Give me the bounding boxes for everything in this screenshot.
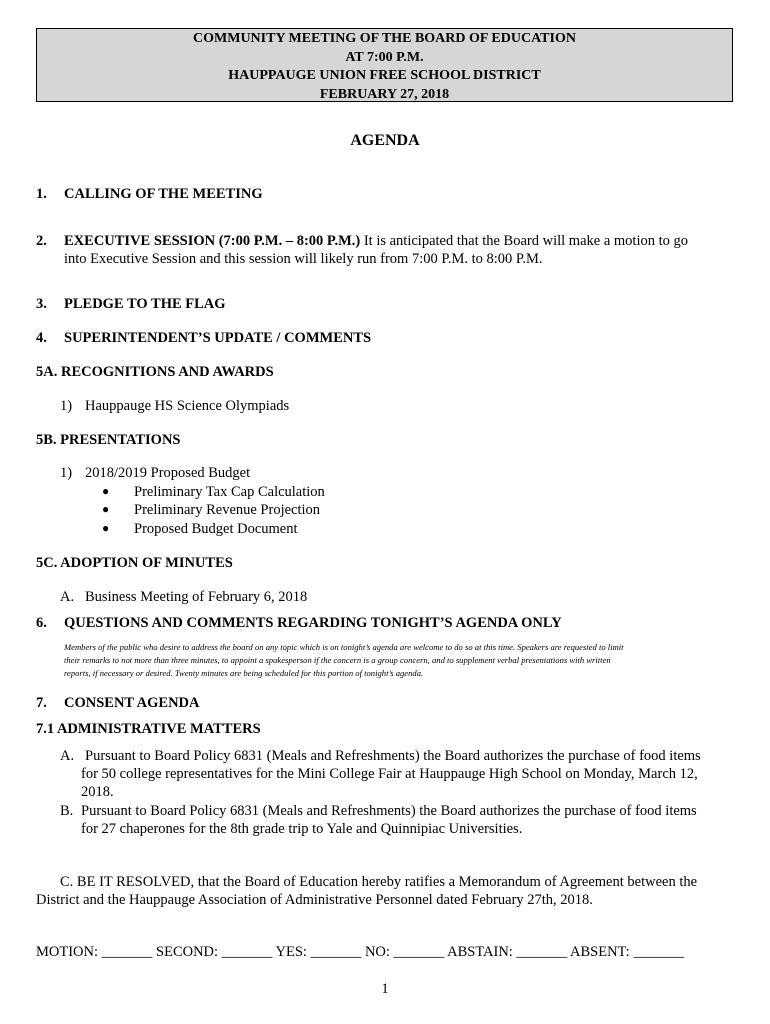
item-5b-sub-number: 1): [60, 465, 73, 481]
bullet-icon: ●: [102, 521, 110, 535]
item-2-line-1: [64, 233, 688, 250]
item-5b-sub-text: 2018/2019 Proposed Budget: [85, 465, 251, 481]
item-5a-sub-number: 1): [60, 398, 73, 414]
header-line-2: AT 7:00 P.M.: [345, 49, 424, 65]
header-line-3: HAUPPAUGE UNION FREE SCHOOL DISTRICT: [228, 68, 541, 83]
item-2-label: EXECUTIVE SESSION (7:00 P.M. – 8:00 P.M.): [64, 233, 361, 249]
item-5c-label: 5C. ADOPTION OF MINUTES: [36, 555, 233, 571]
item-7-1-label: 7.1 ADMINISTRATIVE MATTERS: [36, 721, 261, 737]
public-comment-note-1: Members of the public who desire to address the board on any topic which is on tonight’s agenda are welcome to do so at this time. Speakers are requested to limit: [64, 642, 624, 652]
agenda-title: AGENDA: [350, 132, 420, 149]
item-7-1-a-number: A.: [60, 748, 75, 764]
item-7-1-c-line-1: C. BE IT RESOLVED, that the Board of Education hereby ratifies a Memorandum of Agreement between the: [60, 874, 698, 890]
item-1-number: 1.: [36, 186, 47, 202]
item-4-label: SUPERINTENDENT’S UPDATE / COMMENTS: [64, 330, 372, 346]
item-7-1-a-line-1: Pursuant to Board Policy 6831 (Meals and Refreshments) the Board authorizes the purchase of food items: [85, 748, 701, 764]
item-7-1-a-line-2: for 50 college representatives for the Mini College Fair at Hauppauge High School on Monday, March 12,: [81, 766, 698, 782]
bullet-item-3: Proposed Budget Document: [134, 521, 298, 537]
item-3-number: 3.: [36, 296, 47, 312]
public-comment-note-3: reports, if necessary or desired. Twenty minutes are being scheduled for this portion of tonight’s agenda.: [64, 668, 424, 678]
vote-line: MOTION: _______ SECOND: _______ YES: _______ NO: _______ ABSTAIN: _______ ABSENT: _______: [36, 944, 685, 960]
item-2-text-1: It is anticipated that the Board will make a motion to go: [360, 233, 689, 249]
item-6-label: QUESTIONS AND COMMENTS REGARDING TONIGHT’S AGENDA ONLY: [64, 615, 562, 631]
item-6-number: 6.: [36, 615, 47, 631]
item-2-text-2: into Executive Session and this session will likely run from 7:00 P.M. to 8:00 P.M.: [64, 251, 543, 267]
meeting-header: [36, 28, 733, 102]
public-comment-note-2: their remarks to not more than three minutes, to appoint a spokesperson if the concern is a group concern, and to supplement verbal presentations with written: [64, 655, 611, 665]
item-3-label: PLEDGE TO THE FLAG: [64, 296, 226, 312]
item-7-1-a-line-3: 2018.: [81, 784, 114, 800]
bullet-icon: ●: [102, 502, 110, 516]
item-5c-sub-text: Business Meeting of February 6, 2018: [85, 589, 308, 605]
item-5c-sub-number: A.: [60, 589, 75, 605]
item-7-number: 7.: [36, 695, 47, 711]
item-4-number: 4.: [36, 330, 47, 346]
item-7-1-b-line-2: for 27 chaperones for the 8th grade trip to Yale and Quinnipiac Universities.: [81, 821, 523, 837]
item-2-number: 2.: [36, 233, 47, 249]
item-5a-sub-text: Hauppauge HS Science Olympiads: [85, 398, 290, 414]
item-5a-label: 5A. RECOGNITIONS AND AWARDS: [36, 364, 274, 380]
item-7-label: CONSENT AGENDA: [64, 695, 200, 711]
item-7-1-b-line-1: Pursuant to Board Policy 6831 (Meals and Refreshments) the Board authorizes the purchase of food items: [81, 803, 697, 819]
item-1-label: CALLING OF THE MEETING: [64, 186, 263, 202]
bullet-item-1: Preliminary Tax Cap Calculation: [134, 484, 325, 500]
item-7-1-b-number: B.: [60, 803, 74, 819]
item-7-1-c-line-2: District and the Hauppauge Association of Administrative Personnel dated February 27th, 2018.: [36, 892, 593, 908]
header-line-1: COMMUNITY MEETING OF THE BOARD OF EDUCATION: [193, 31, 576, 46]
bullet-item-2: Preliminary Revenue Projection: [134, 502, 321, 518]
bullet-icon: ●: [102, 484, 110, 498]
page-number: 1: [381, 981, 389, 997]
header-line-4: FEBRUARY 27, 2018: [319, 86, 450, 102]
item-5b-label: 5B. PRESENTATIONS: [36, 432, 181, 448]
